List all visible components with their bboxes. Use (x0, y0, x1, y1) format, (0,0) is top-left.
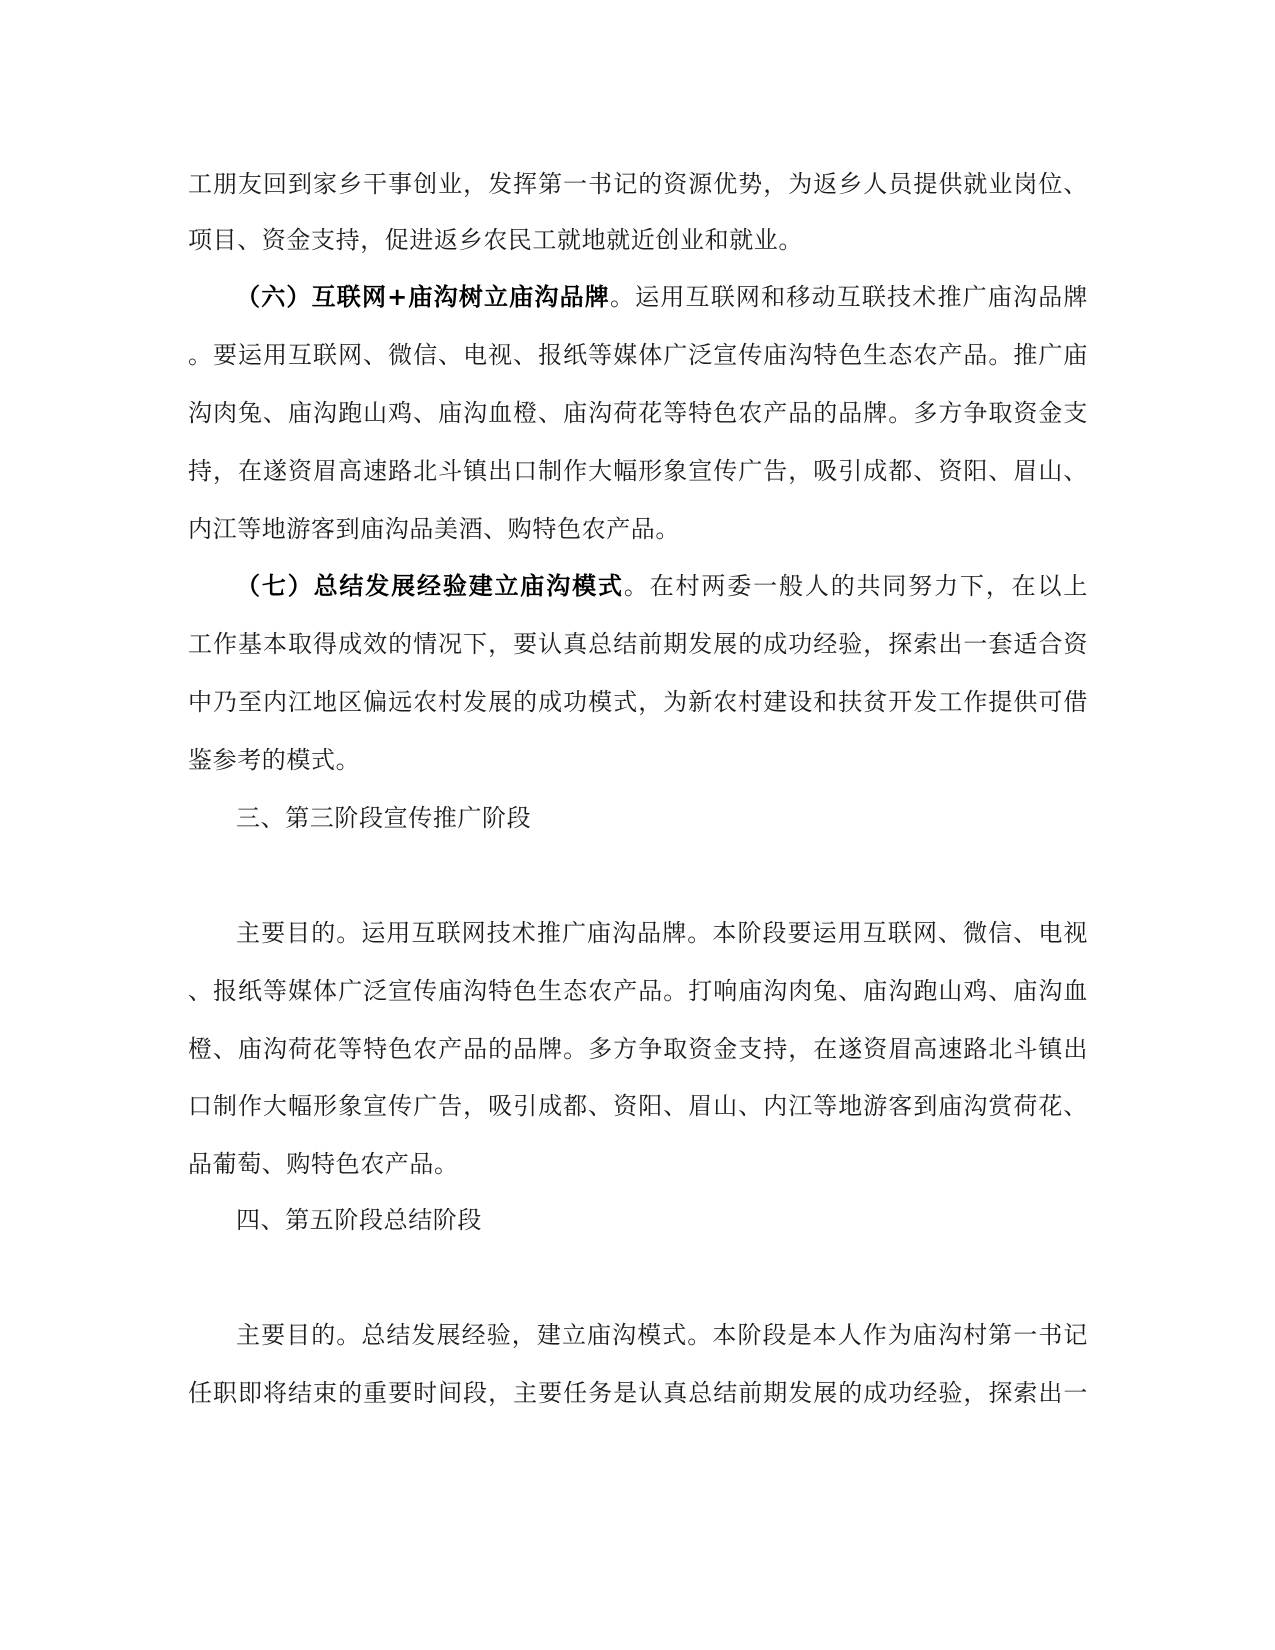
paragraph-seven-first-line (236, 566, 1088, 606)
text-line: 、报纸等媒体广泛宣传庙沟特色生态农产品。打响庙沟肉兔、庙沟跑山鸡、庙沟血 (188, 977, 1088, 1005)
text-line: 运用互联网和移动互联技术推广庙沟品牌 (635, 283, 1088, 311)
text-line: 内江等地游客到庙沟品美酒、购特色农产品。 (188, 515, 680, 543)
text-line: 。要运用互联网、微信、电视、报纸等媒体广泛宣传庙沟特色生态农产品。推广庙 (188, 341, 1088, 369)
text-line: 工朋友回到家乡干事创业，发挥第一书记的资源优势，为返乡人员提供就业岗位、 (188, 170, 1088, 198)
text-line: 工作基本取得成效的情况下，要认真总结前期发展的成功经验，探索出一套适合资 (188, 630, 1088, 658)
text-line: 品葡萄、购特色农产品。 (188, 1150, 459, 1178)
text-line: 橙、庙沟荷花等特色农产品的品牌。多方争取资金支持，在遂资眉高速路北斗镇出 (188, 1035, 1088, 1063)
text-line: 任职即将结束的重要时间段，主要任务是认真总结前期发展的成功经验，探索出一 (188, 1379, 1088, 1407)
paragraph-six-first-line (236, 277, 1088, 317)
heading-six: （六）互联网+庙沟树立庙沟品牌 (236, 282, 610, 311)
section-heading-four: 四、第五阶段总结阶段 (236, 1206, 482, 1234)
text-line: 沟肉兔、庙沟跑山鸡、庙沟血橙、庙沟荷花等特色农产品的品牌。多方争取资金支 (188, 399, 1088, 427)
text-line: 在村两委一般人的共同努力下，在以上 (649, 572, 1088, 600)
text-line: 持，在遂资眉高速路北斗镇出口制作大幅形象宣传广告，吸引成都、资阳、眉山、 (188, 457, 1088, 485)
heading-seven-period: 。 (623, 572, 650, 600)
text-line: 中乃至内江地区偏远农村发展的成功模式，为新农村建设和扶贫开发工作提供可借 (188, 688, 1088, 716)
section-heading-three: 三、第三阶段宣传推广阶段 (236, 804, 532, 832)
heading-six-period: 。 (609, 283, 636, 311)
text-line: 鉴参考的模式。 (188, 746, 361, 774)
text-line: 主要目的。总结发展经验，建立庙沟模式。本阶段是本人作为庙沟村第一书记 (236, 1321, 1088, 1349)
heading-seven: （七）总结发展经验建立庙沟模式 (236, 571, 624, 600)
text-line: 口制作大幅形象宣传广告，吸引成都、资阳、眉山、内江等地游客到庙沟赏荷花、 (188, 1092, 1088, 1120)
text-line: 主要目的。运用互联网技术推广庙沟品牌。本阶段要运用互联网、微信、电视 (236, 919, 1088, 947)
text-line: 项目、资金支持，促进返乡农民工就地就近创业和就业。 (188, 226, 803, 254)
